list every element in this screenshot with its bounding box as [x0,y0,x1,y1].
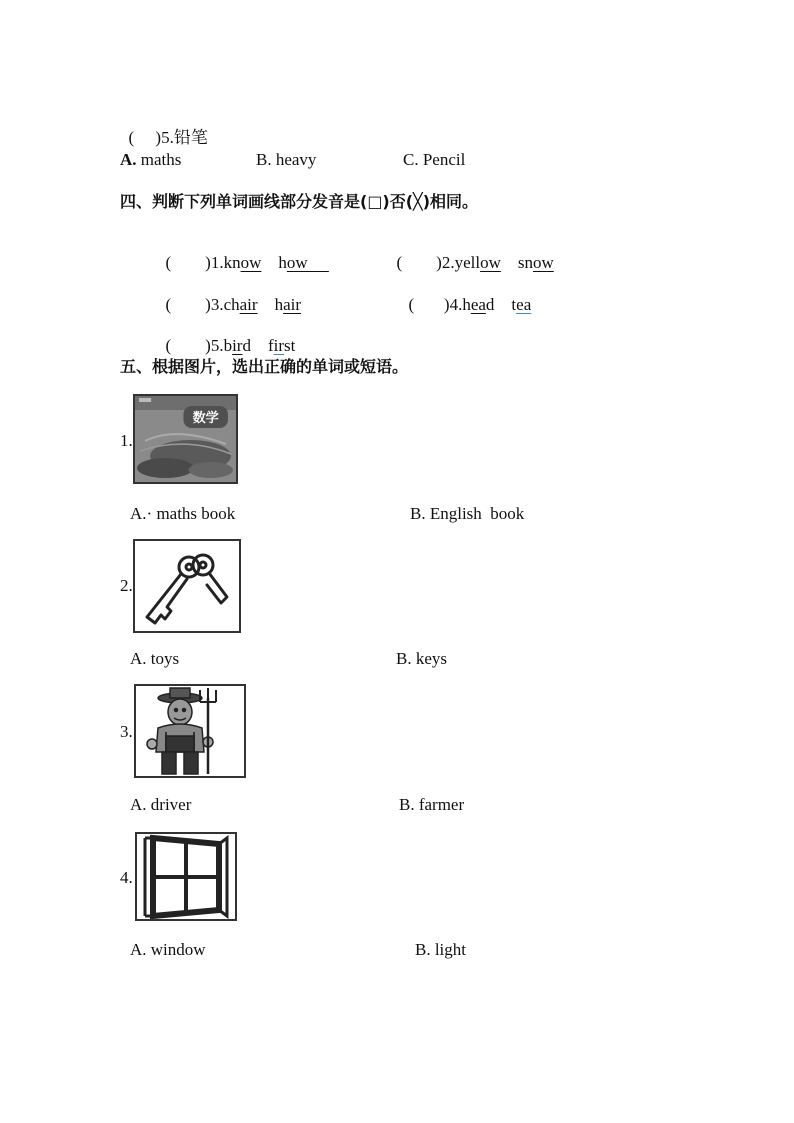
answer-paren[interactable]: ( ) [165,253,211,272]
picture-option-b: B. farmer [399,795,465,814]
keys-icon [133,539,241,633]
picture-option-a: A. window [130,940,206,959]
picture-item-number: 1. [120,431,133,450]
answer-paren[interactable]: ( ) [408,295,450,314]
picture-option-a: A. toys [130,649,180,668]
section-5-heading: 五、根据图片，选出正确的单词或短语。 [120,357,409,376]
book-title: 数学 [192,411,219,426]
answer-paren[interactable]: ( ) [128,128,162,147]
pronunciation-item-4: ( )4.head tea [408,295,532,314]
picture-item-number: 2. [120,576,133,595]
picture-option-b: B. keys [396,649,447,668]
picture-option-a: A.· maths book [130,504,236,523]
section-4-heading: 四、判断下列单词画线部分发音是(□)否(╳)相同。 [120,192,479,211]
option-a: A. maths [120,150,182,169]
answer-paren[interactable]: ( ) [165,336,211,355]
option-letter: A. [120,150,137,169]
pronunciation-item-5: ( )5.bird first [165,336,296,355]
question-text: 5.铅笔 [161,128,208,147]
option-c: C. Pencil [403,150,466,169]
farmer-icon [134,684,246,778]
pronunciation-item-2: ( )2.yellow snow [396,253,554,272]
picture-option-a: A. driver [130,795,192,814]
maths-book-icon [133,394,238,484]
answer-paren[interactable]: ( ) [396,253,442,272]
pronunciation-item-3: ( )3.chair hair [165,295,301,314]
picture-option-b: B. English book [410,504,525,523]
option-b: B. heavy [256,150,317,169]
question-5 [120,108,208,148]
window-icon [135,832,237,921]
picture-option-b: B. light [415,940,467,959]
answer-paren[interactable]: ( ) [165,295,211,314]
pronunciation-item-1: ( )1.know how [165,253,329,272]
picture-item-number: 3. [120,722,133,741]
picture-item-number: 4. [120,868,133,887]
